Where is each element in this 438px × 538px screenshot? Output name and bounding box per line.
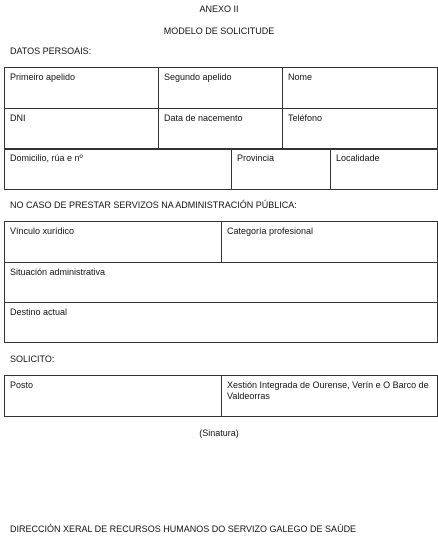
admin-status-label: Situación administrativa (10, 267, 106, 277)
request-heading: SOLICITO: (10, 354, 55, 364)
post-value: Xestión Integrada de Ourense, Verín e O Barco de Valdeorras (227, 380, 429, 401)
personal-data-table-2 (4, 148, 438, 190)
locality-field[interactable] (331, 149, 438, 190)
personal-data-heading: DATOS PERSOAIS: (10, 46, 92, 56)
phone-field[interactable] (283, 109, 438, 150)
annex-title: ANEXO II (199, 4, 239, 14)
footer-addressee: DIRECCIÓN XERAL DE RECURSOS HUMANOS DO SERVIZO GALEGO DE SAÚDE (10, 524, 357, 534)
signature-label: (Sinatura) (199, 428, 239, 438)
name-label: Nome (288, 72, 313, 82)
public-service-heading: NO CASO DE PRESTAR SERVIZOS NA ADMINISTRACIÓN PÚBLICA: (10, 200, 297, 210)
form-title: MODELO DE SOLICITUDE (163, 26, 275, 36)
first-surname-label: Primeiro apelido (10, 72, 76, 82)
post-value-field (222, 376, 438, 417)
personal-data-table-1 (4, 67, 438, 150)
dni-field[interactable] (5, 109, 159, 150)
address-label: Domicilio, rúa e nº (10, 153, 83, 163)
request-table (4, 375, 438, 417)
current-post-field[interactable] (5, 303, 438, 343)
name-field[interactable] (283, 68, 438, 109)
second-surname-field[interactable] (159, 68, 283, 109)
current-post-label: Destino actual (10, 307, 68, 317)
admin-status-field[interactable] (5, 263, 438, 303)
province-field[interactable] (232, 149, 331, 190)
public-service-table (4, 221, 438, 343)
post-field[interactable] (5, 376, 222, 417)
legal-link-field[interactable] (5, 222, 222, 263)
birth-date-field[interactable] (159, 109, 283, 150)
province-label: Provincia (237, 153, 275, 163)
second-surname-label: Segundo apelido (164, 72, 232, 82)
birth-date-label: Data de nacemento (164, 113, 243, 123)
locality-label: Localidade (336, 153, 380, 163)
first-surname-field[interactable] (5, 68, 159, 109)
phone-label: Teléfono (288, 113, 323, 123)
address-field[interactable] (5, 149, 232, 190)
legal-link-label: Vínculo xurídico (10, 226, 75, 236)
post-label: Posto (10, 380, 34, 390)
dni-label: DNI (10, 113, 26, 123)
category-label: Categoría profesional (227, 226, 314, 236)
category-field[interactable] (222, 222, 438, 263)
